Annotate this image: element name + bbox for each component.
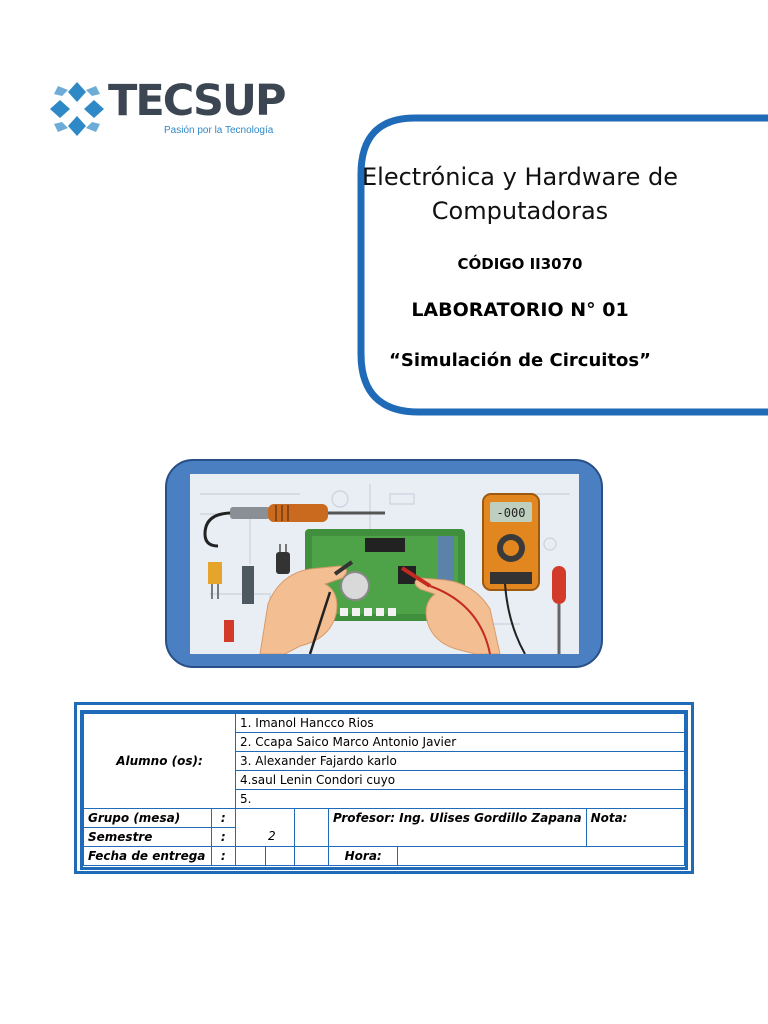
semestre-value: 2 [268, 829, 276, 843]
member-5: 5. [236, 790, 685, 809]
semestre-label: Semestre [84, 828, 212, 847]
lab-number: LABORATORIO N° 01 [411, 299, 629, 321]
member-1: 1. Imanol Hancco Rios [236, 714, 685, 733]
multimeter-display: -000 [496, 506, 526, 520]
table-row [84, 847, 685, 866]
course-code: CÓDIGO II3070 [457, 255, 583, 273]
course-title-line1: Electrónica y Hardware de [362, 163, 678, 191]
member-3: 3. Alexander Fajardo karlo [236, 752, 685, 771]
fecha-day [236, 847, 266, 866]
tecsup-logo-mark-icon [48, 80, 106, 138]
grupo-colon: : [211, 809, 235, 828]
course-title-line2: Computadoras [431, 197, 609, 225]
logo-tagline: Pasión por la Tecnología [164, 125, 274, 136]
hora-value [398, 847, 685, 866]
table-row [84, 809, 685, 828]
logo-wordmark: TECSUP [108, 76, 285, 126]
nota-label: Nota: [586, 809, 684, 847]
fecha-label: Fecha de entrega [84, 847, 212, 866]
member-4: 4.saul Lenin Condori cuyo [236, 771, 685, 790]
fecha-year [295, 847, 329, 866]
table-row [84, 714, 685, 733]
hora-label: Hora: [328, 847, 397, 866]
course-title [340, 160, 700, 228]
tecsup-logo [48, 76, 288, 142]
fecha-month [266, 847, 295, 866]
semestre-colon: : [211, 828, 235, 847]
info-table [83, 713, 685, 866]
grupo-value [236, 809, 295, 847]
grupo-label: Grupo (mesa) [84, 809, 212, 828]
electronics-illustration [190, 474, 579, 654]
profesor-label: Profesor: Ing. Ulises Gordillo Zapana [328, 809, 586, 847]
alumno-label: Alumno (os): [84, 714, 236, 809]
lab-subtitle: “Simulación de Circuitos” [389, 350, 651, 371]
fecha-colon: : [211, 847, 235, 866]
blank-cell [295, 809, 329, 847]
member-2: 2. Ccapa Saico Marco Antonio Javier [236, 733, 685, 752]
